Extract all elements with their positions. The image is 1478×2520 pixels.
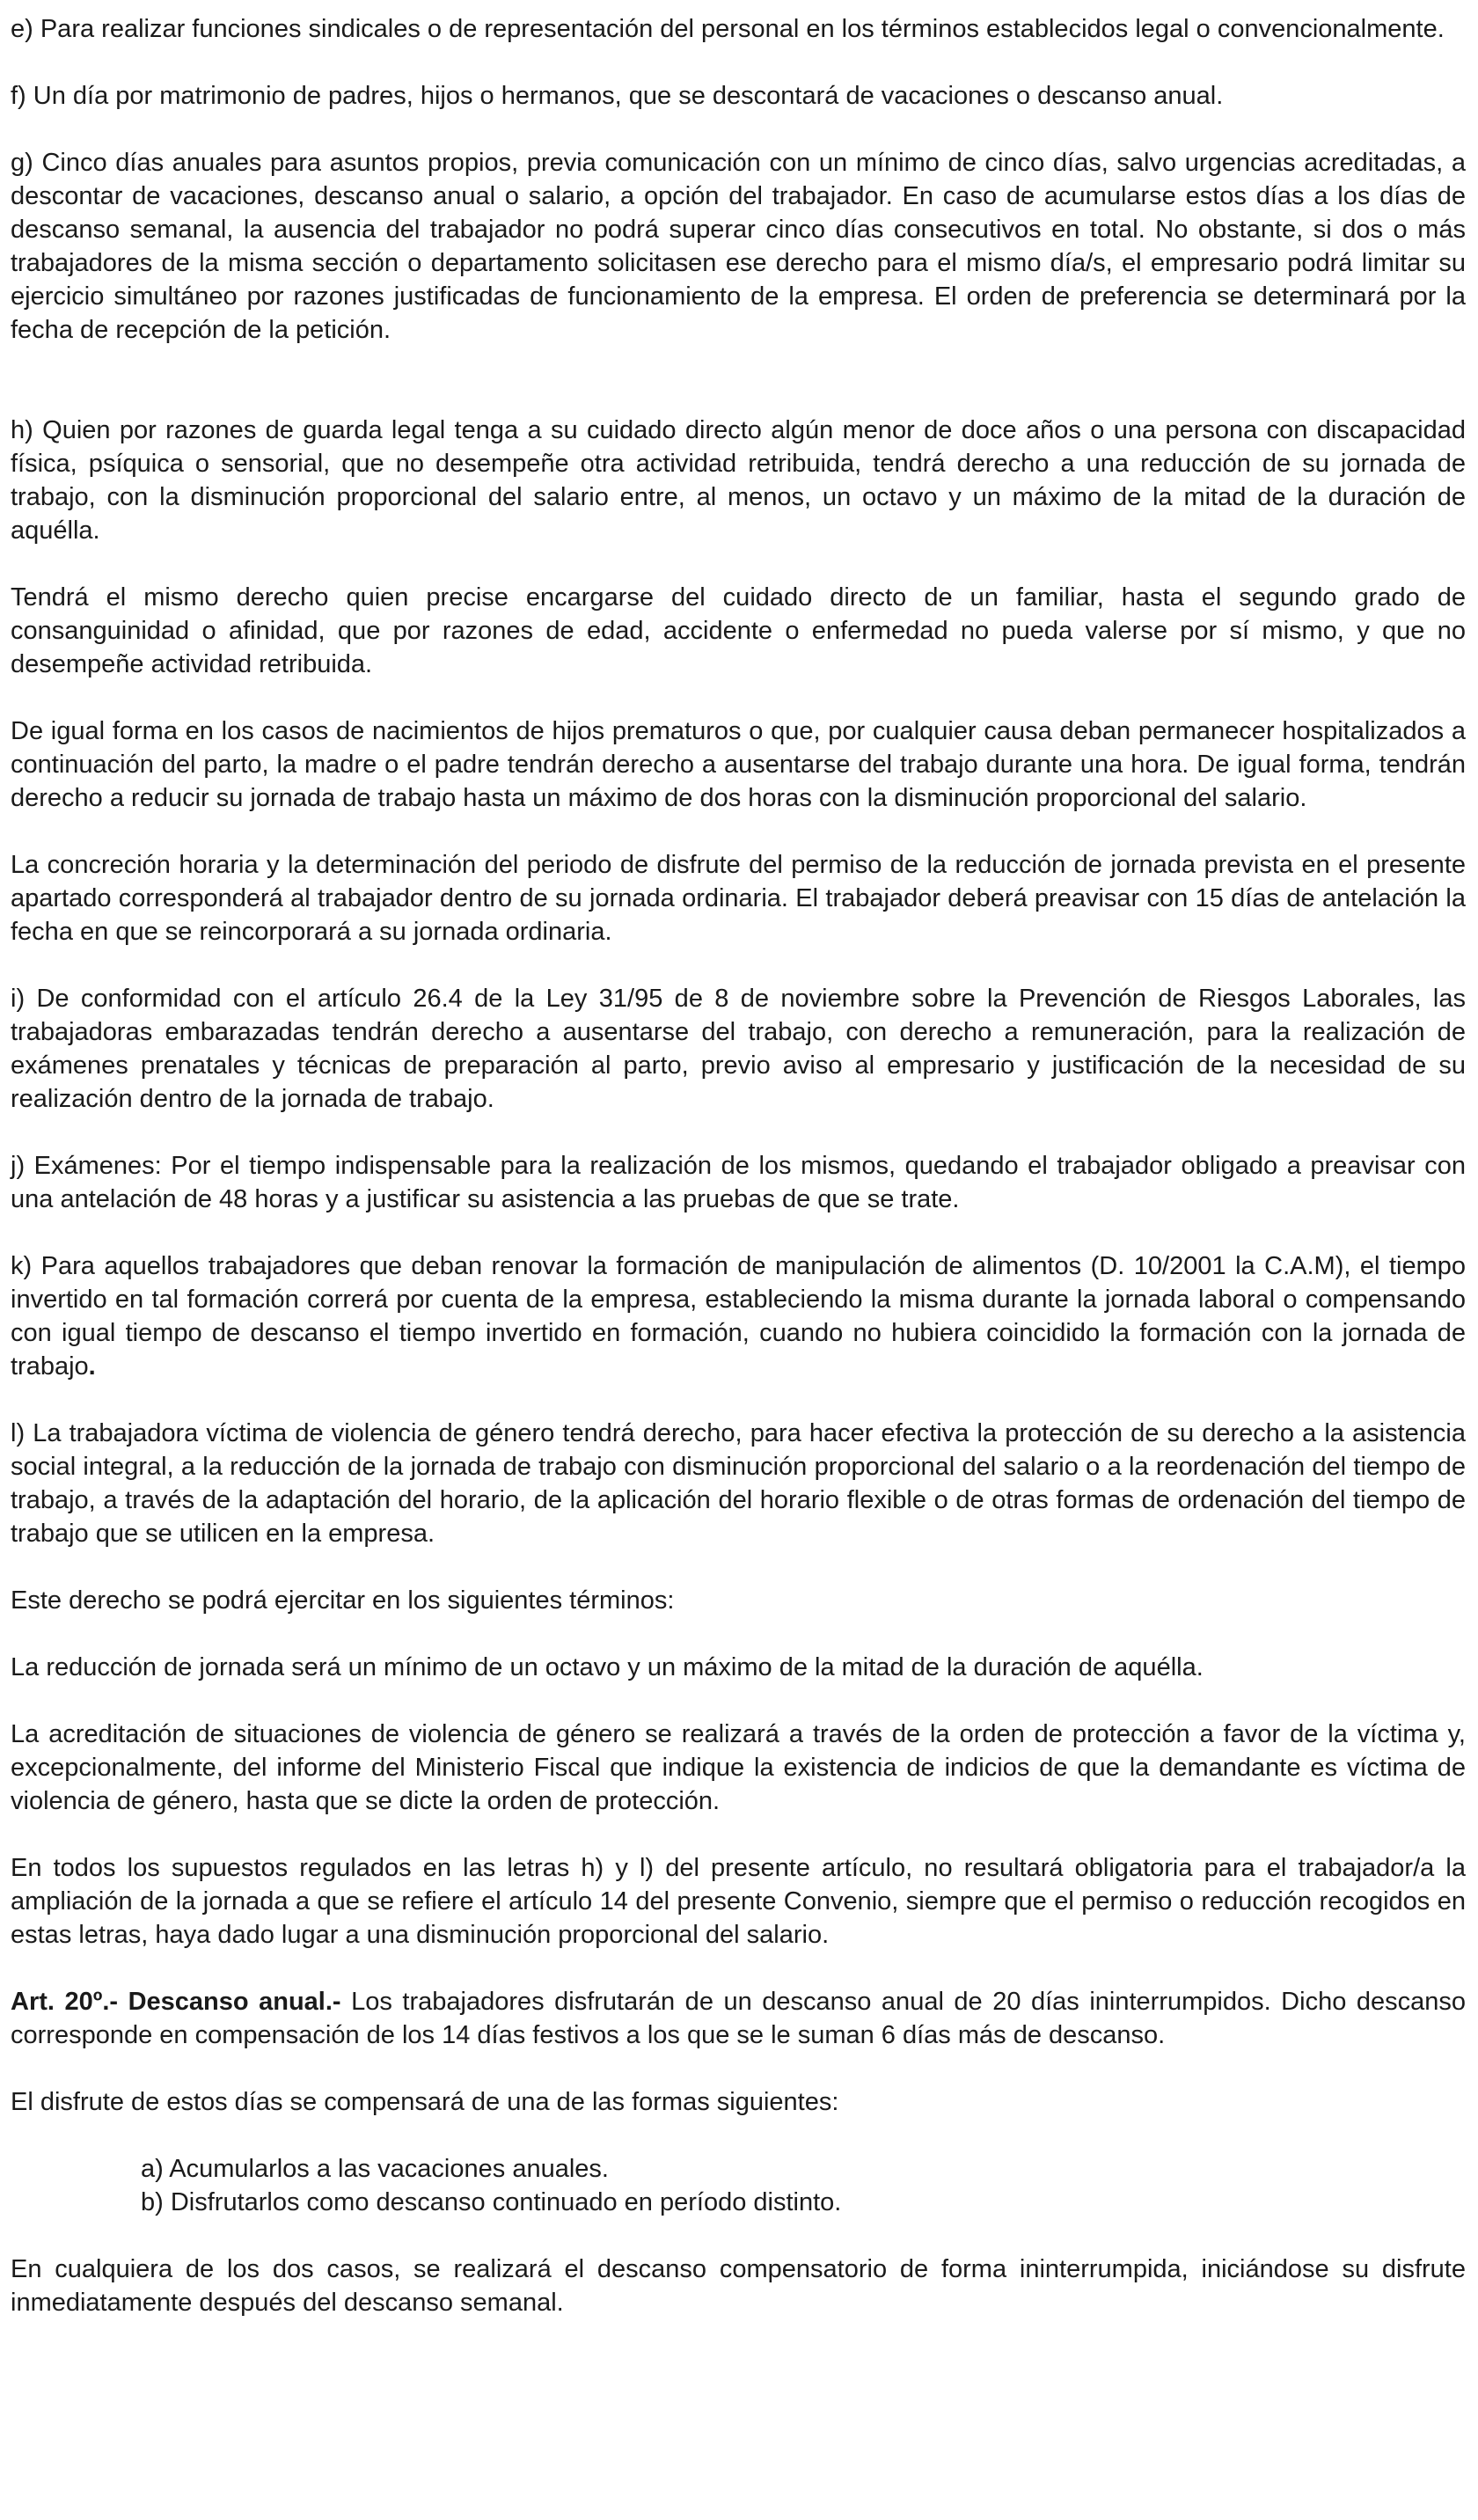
paragraph-l: l) La trabajadora víctima de violencia de género tendrá derecho, para hacer efectiva la protección de su derecho a la asistencia social integral, a la reducción de la jornada de trabajo con disminución proporcional del salario o a la reordenación del tiempo de trabajo, a través de la adaptación del horario, de la aplicación del horario flexible o de otras formas de ordenación del tiempo de trabajo que se utilicen en la empresa. [11, 1419, 1466, 1548]
paragraph-g: g) Cinco días anuales para asuntos propios, previa comunicación con un mínimo de cinco días, salvo urgencias acreditadas, a descontar de vacaciones, descanso anual o salario, a opción del trabajador. En caso de acumularse estos días a los días de descanso semanal, la ausencia del trabajador no podrá superar cinco días consecutivos en total. No obstante, si dos o más trabajadores de la misma sección o departamento solicitasen ese derecho para el mismo día/s, el empresario podrá limitar su ejercicio simultáneo por razones justificadas de funcionamiento de la empresa. El orden de preferencia se determinará por la fecha de recepción de la petición. [11, 149, 1466, 344]
option-b: b) Disfrutarlos como descanso continuado en período distinto. [141, 2188, 842, 2216]
article-20-title: Art. 20º.- Descanso anual.- [11, 1988, 341, 2016]
paragraph-k-period: . [88, 1352, 96, 1381]
paragraph-j: j) Exámenes: Por el tiempo indispensable para la realización de los mismos, quedando el trabajador obligado a preavisar con una antelación de 48 horas y a justificar su asistencia a las pruebas de que se trate. [11, 1152, 1466, 1213]
paragraph-l-acreditacion: La acreditación de situaciones de violencia de género se realizará a través de la orden de protección a favor de la víctima y, excepcionalmente, del informe del Ministerio Fiscal que indique la existencia de indicios de que la demandante es víctima de violencia de género, hasta que se dicte la orden de protección. [11, 1720, 1466, 1815]
paragraph-h: h) Quien por razones de guarda legal tenga a su cuidado directo algún menor de doce años o una persona con discapacidad física, psíquica o sensorial, que no desempeñe otra actividad retribuida, tendrá derecho a una reducción de su jornada de trabajo, con la disminución proporcional del salario entre, al menos, un octavo y un máximo de la mitad de la duración de aquélla. [11, 416, 1466, 545]
descanso-options-list [11, 2152, 1466, 2219]
article-20-text: Los trabajadores disfrutarán de un descanso anual de 20 días ininterrumpidos. Dicho descanso corresponde en compensación de los 14 días festivos a los que se le suman 6 días más de descanso. [11, 1988, 1466, 2049]
article-20-closing: En cualquiera de los dos casos, se realizará el descanso compensatorio de forma ininterrumpida, iniciándose su disfrute inmediatamente después del descanso semanal. [11, 2255, 1466, 2317]
paragraph-h-prematuros: De igual forma en los casos de nacimientos de hijos prematuros o que, por cualquier causa deban permanecer hospitalizados a continuación del parto, la madre o el padre tendrán derecho a ausentarse del trabajo durante una hora. De igual forma, tendrán derecho a reducir su jornada de trabajo hasta un máximo de dos horas con la disminución proporcional del salario. [11, 717, 1466, 812]
paragraph-h-familiar: Tendrá el mismo derecho quien precise encargarse del cuidado directo de un familiar, hasta el segundo grado de consanguinidad o afinidad, que por razones de edad, accidente o enfermedad no pueda valerse por sí mismo, y que no desempeñe actividad retribuida. [11, 583, 1466, 678]
article-20-intro: El disfrute de estos días se compensará de una de las formas siguientes: [11, 2088, 839, 2116]
paragraph-supuestos: En todos los supuestos regulados en las letras h) y l) del presente artículo, no resultará obligatoria para el trabajador/a la ampliación de la jornada a que se refiere el artículo 14 del presente Convenio, siempre que el permiso o reducción recogidos en estas letras, haya dado lugar a una disminución proporcional del salario. [11, 1854, 1466, 1949]
paragraph-l-reduccion: La reducción de jornada será un mínimo de un octavo y un máximo de la mitad de la duración de aquélla. [11, 1653, 1204, 1681]
paragraph-k-text: k) Para aquellos trabajadores que deban renovar la formación de manipulación de alimentos (D. 10/2001 la C.A.M), el tiempo invertido en tal formación correrá por cuenta de la empresa, estableciendo la misma durante la jornada laboral o compensando con igual tiempo de descanso el tiempo invertido en formación, cuando no hubiera coincidido la formación con la jornada de trabajo [11, 1252, 1466, 1381]
paragraph-k [11, 1249, 1466, 1383]
paragraph-e: e) Para realizar funciones sindicales o de representación del personal en los términos establecidos legal o convencionalmente. [11, 15, 1445, 43]
paragraph-l-terminos: Este derecho se podrá ejercitar en los siguientes términos: [11, 1586, 675, 1615]
option-a: a) Acumularlos a las vacaciones anuales. [141, 2155, 609, 2183]
paragraph-f: f) Un día por matrimonio de padres, hijos o hermanos, que se descontará de vacaciones o descanso anual. [11, 82, 1224, 110]
article-20 [11, 1985, 1466, 2052]
paragraph-i: i) De conformidad con el artículo 26.4 de la Ley 31/95 de 8 de noviembre sobre la Prevención de Riesgos Laborales, las trabajadoras embarazadas tendrán derecho a ausentarse del trabajo, con derecho a remuneración, para la realización de exámenes prenatales y técnicas de preparación al parto, previo aviso al empresario y justificación de la necesidad de su realización dentro de la jornada de trabajo. [11, 985, 1466, 1113]
paragraph-h-concrecion: La concreción horaria y la determinación del periodo de disfrute del permiso de la reducción de jornada prevista en el presente apartado corresponderá al trabajador dentro de su jornada ordinaria. El trabajador deberá preavisar con 15 días de antelación la fecha en que se reincorporará a su jornada ordinaria. [11, 851, 1466, 946]
